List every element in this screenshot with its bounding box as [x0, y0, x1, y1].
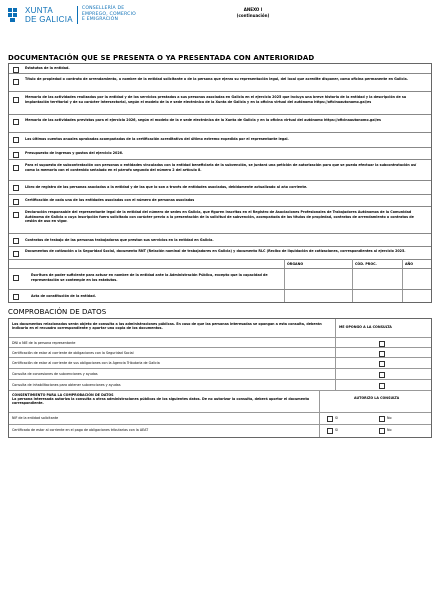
doc-checkbox[interactable]	[13, 79, 19, 85]
doc-checkbox[interactable]	[13, 152, 19, 158]
check-label: Consulta de concesiones de subvenciones y ayudas	[12, 372, 98, 376]
conselleria-line2: EMPREGO, COMERCIO	[81, 11, 136, 17]
doc-row	[9, 73, 431, 92]
no-radio[interactable]	[379, 416, 385, 422]
oppose-checkbox[interactable]	[379, 372, 385, 378]
doc-label: Para el supuesto de subcontratación con personas o entidades vinculadas con la entidad beneficiaria de la subvención, se juntará una petición de autorización para que se pueda efectuar la subcontratación así como la memoria con el contenido señalado en el párrafo segundo del número 2 del artículo 8.	[25, 163, 417, 172]
conselleria-line1: CONSELLERÍA DE	[81, 6, 125, 11]
doc-label: Las últimas cuentas anuales aprobadas acompañadas de la certificación acreditativa del último extremo expedida por el representante legal.	[25, 137, 289, 141]
doc-label: Certificación de cada una de las entidades asociadas con el número de personas asociadas	[25, 198, 195, 202]
section1-table	[8, 63, 432, 303]
doc-row	[9, 268, 431, 290]
doc-label: Memoria de las actividades realizadas por la entidad y de los servicios prestados a sus personas asociadas en Galicia en el ejercicio 2025 que incluya una breve historia de la entidad y la descripción de su implantación territorial y de su carácter intersectorial, según el modelo de la e sede electrónica de la Xunta de Galicia y en la oficina virtual del autónomo https://oficinaautonomo.gal/es	[25, 95, 407, 104]
oppose-header: ME OPONGO A LA CONSULTA	[339, 325, 392, 329]
doc-label: Libro de registro de las personas asociadas a la entidad y de las que lo son a través de entidades asociadas, debidamente actualizado al año corriente.	[25, 185, 308, 189]
cod-proc-header: CÓD. PROC.	[355, 262, 377, 266]
doc-row	[9, 132, 431, 148]
yes-radio[interactable]	[327, 416, 333, 422]
annex-heading	[225, 7, 281, 19]
section2-table	[8, 318, 432, 438]
consent-label: Certificado de estar al corriente en el pago de obligaciones tributarias con la AEAT	[12, 428, 149, 432]
check-label: Consulta de inhabilitaciones para obtener subvenciones y ayudas	[12, 383, 121, 387]
doc-label: Contratos de trabajo de las personas trabajadoras que prestan sus servicios en la entidad en Galicia.	[25, 238, 214, 242]
doc-checkbox[interactable]	[13, 275, 19, 281]
doc-row	[9, 206, 431, 234]
doc-checkbox[interactable]	[13, 238, 19, 244]
annex-title: ANEXO I	[243, 7, 263, 12]
logo-line2: DE GALICIA	[25, 15, 73, 24]
doc-checkbox[interactable]	[13, 212, 19, 218]
check-label: Certificación de estar al corriente de obligaciones con la Seguridad Social	[12, 351, 134, 355]
doc-label: Escritura de poder suficiente para actuar en nombre de la entidad ante la Administración Pública, excepto que la capacidad de representación se contemple en los estatutos.	[31, 273, 268, 282]
doc-checkbox[interactable]	[13, 294, 19, 300]
doc-row	[9, 233, 431, 247]
doc-checkbox[interactable]	[13, 137, 19, 143]
doc-label: Estatutos de la entidad.	[25, 66, 70, 70]
ano-header: AÑO	[405, 262, 414, 266]
doc-checkbox[interactable]	[13, 251, 19, 257]
yes-radio[interactable]	[327, 428, 333, 434]
intro-text: Los documentos relacionados serán objeto de consulta a las administraciones públicas. En caso de que las personas interesadas se opongan a esta consulta, deberán indicarlo en el recuadro correspondiente y aportar una copia de los documentos.	[12, 322, 322, 331]
no-label: No	[387, 428, 392, 432]
doc-label: Título de propiedad o contrato de arrendamiento, a nombre de la entidad solicitante o de la persona que ejerza su representación legal, del local que acredite disponer, como oficina permanente en Galicia.	[25, 77, 408, 81]
doc-row	[9, 180, 431, 195]
consent-text: La persona interesada autoriza la consulta a otras administraciones públicas de los siguientes datos. De no autorizar la consulta, deberá aportar el documento correspondiente.	[12, 397, 310, 406]
section1-title: DOCUMENTACIÓN QUE SE PRESENTA O YA PRESENTADA CON ANTERIORIDAD	[8, 54, 315, 62]
authorize-header: AUTORIZO LA CONSULTA	[354, 396, 400, 400]
oppose-checkbox[interactable]	[379, 383, 385, 389]
no-label: No	[387, 416, 392, 420]
yes-label: Sí	[335, 428, 339, 432]
doc-label: Documentos de cotización a la Seguridad Social, documento RNT (Relación nominal de trabajadores en Galicia) y documento RLC (Recibo de liquidación de cotizaciones, correspondientes al ejercicio 2025.	[25, 249, 406, 253]
annex-subtitle: (continuación)	[236, 13, 270, 18]
doc-label: Presupuesto de ingresos y gastos del ejercicio 2026.	[25, 151, 124, 155]
doc-row	[9, 159, 431, 181]
doc-row	[9, 114, 431, 133]
xunta-emblem-icon	[8, 6, 22, 24]
doc-checkbox[interactable]	[13, 97, 19, 103]
consent-label: NIF de la entidad solicitante	[12, 416, 59, 420]
check-label: Certificación de estar al corriente de sus obligaciones con la Agencia Tributaria de Galicia	[12, 361, 160, 365]
doc-checkbox[interactable]	[13, 185, 19, 191]
logo-line1: XUNTA	[25, 6, 54, 15]
logo-divider	[77, 6, 78, 24]
doc-label: Declaración responsable del representante legal de la entidad del número de sedes en Galicia, que figuren inscritas en el Registro de Asociaciones Profesionales de Trabajadores Autónomos de la Comunidad Autónoma de Galicia o cuya inscripción fuera solicitada con carácter previo a la presentación de la solicitud de subvención, acompañada de los títulos de propiedad, contratos de arrendamiento o contratos de cesión de uso en vigor.	[25, 210, 414, 224]
check-label: DNI o NIE de la persona representante	[12, 341, 76, 345]
doc-checkbox[interactable]	[13, 165, 19, 171]
consent-title: CONSENTIMIENTO PARA LA COMPROBACIÓN DE DATOS	[12, 393, 114, 397]
conselleria-line3: E EMIGRACIÓN	[81, 17, 119, 23]
doc-checkbox[interactable]	[13, 199, 19, 205]
doc-row	[9, 289, 431, 303]
doc-label: Memoria de las actividades previstas para el ejercicio 2026, según el modelo de la e sede electrónica de la Xunta de Galicia y en la oficina virtual del autónomo https://oficinaautonomo.gal/es	[25, 118, 381, 122]
xunta-logo	[8, 6, 136, 24]
organo-header: ÓRGANO	[287, 262, 304, 266]
doc-row	[9, 64, 431, 73]
section2-title: COMPROBACIÓN DE DATOS	[8, 308, 107, 316]
consent-row	[9, 424, 431, 438]
oppose-checkbox[interactable]	[379, 361, 385, 367]
doc-label: Acta de constitución de la entidad.	[31, 294, 96, 298]
doc-checkbox[interactable]	[13, 119, 19, 125]
no-radio[interactable]	[379, 428, 385, 434]
page-header	[0, 0, 439, 44]
doc-row	[9, 91, 431, 115]
doc-row	[9, 246, 431, 260]
yes-label: Sí	[335, 416, 339, 420]
